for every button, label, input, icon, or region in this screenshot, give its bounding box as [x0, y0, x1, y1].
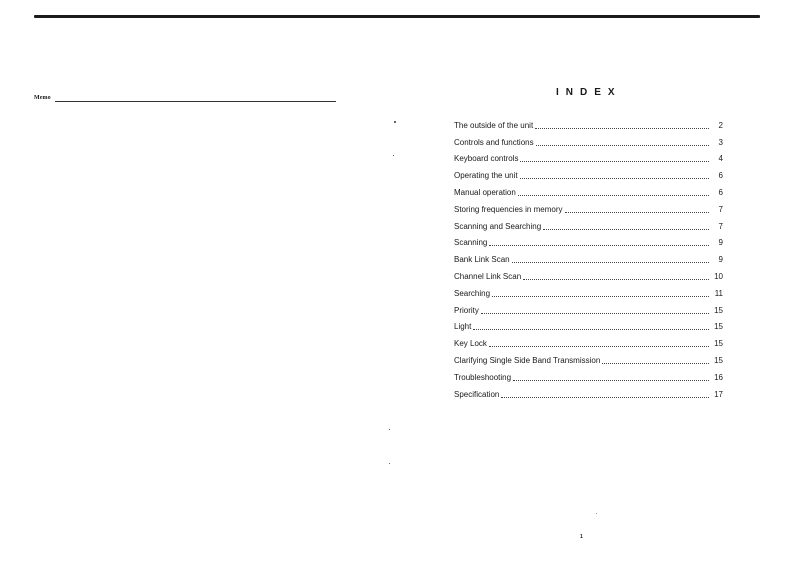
dot-leader	[513, 380, 709, 381]
index-entry-page: 11	[714, 288, 723, 298]
index-entry-title: Scanning	[454, 238, 488, 248]
dot-leader	[512, 262, 709, 263]
index-entry-page: 9	[718, 255, 723, 265]
dot-leader	[520, 161, 709, 162]
page-number: 1	[580, 534, 583, 540]
index-entry-title: The outside of the unit	[454, 120, 534, 130]
index-entry-title: Specification	[454, 389, 500, 399]
index-entry-page: 2	[718, 120, 723, 130]
index-entry-page: 6	[718, 171, 723, 181]
index-entry-page: 7	[718, 204, 723, 214]
index-entry	[454, 366, 723, 383]
dot-leader	[492, 296, 709, 297]
dot-leader	[518, 195, 709, 196]
index-entry-title: Searching	[454, 288, 491, 298]
index-entry-page: 15	[714, 339, 723, 349]
index-entry-page: 15	[714, 305, 723, 315]
index-entry	[454, 349, 723, 366]
index-entry-title: Light	[454, 322, 472, 332]
dot-leader	[473, 329, 709, 330]
dot-leader	[481, 313, 709, 314]
index-entry-page: 10	[714, 271, 723, 281]
scan-speck	[394, 121, 396, 123]
index-entry	[454, 332, 723, 349]
index-title: INDEX	[556, 87, 622, 98]
dot-leader	[523, 279, 709, 280]
left-page	[34, 18, 384, 538]
dot-leader	[501, 397, 709, 398]
index-entry-page: 4	[718, 154, 723, 164]
index-entry-title: Bank Link Scan	[454, 255, 510, 265]
scan-speck	[596, 513, 597, 514]
index-entry-title: Manual operation	[454, 187, 516, 197]
index-entry-title: Storing frequencies in memory	[454, 204, 563, 214]
index-entry	[454, 131, 723, 148]
scan-speck	[393, 155, 394, 156]
index-entry-page: 6	[718, 187, 723, 197]
index-entry-title: Clarifying Single Side Band Transmission	[454, 355, 601, 365]
index-entry-title: Priority	[454, 305, 479, 315]
index-entry-title: Scanning and Searching	[454, 221, 542, 231]
index-entry-title: Key Lock	[454, 339, 487, 349]
dot-leader	[602, 363, 709, 364]
dot-leader	[565, 212, 710, 213]
dot-leader	[535, 128, 709, 129]
index-list	[454, 114, 723, 400]
index-entry-title: Troubleshooting	[454, 372, 512, 382]
memo-writing-line	[55, 101, 336, 102]
dot-leader	[543, 229, 709, 230]
index-entry-page: 3	[718, 137, 723, 147]
index-entry-page: 15	[714, 355, 723, 365]
index-entry	[454, 114, 723, 131]
index-entry	[454, 198, 723, 215]
index-entry-title: Keyboard controls	[454, 154, 519, 164]
index-entry-title: Operating the unit	[454, 171, 518, 181]
dot-leader	[536, 145, 709, 146]
index-entry	[454, 316, 723, 333]
dot-leader	[489, 346, 709, 347]
index-entry-title: Channel Link Scan	[454, 271, 522, 281]
index-entry	[454, 248, 723, 265]
index-entry-page: 17	[714, 389, 723, 399]
dot-leader	[489, 245, 709, 246]
index-entry-page: 9	[718, 238, 723, 248]
index-entry	[454, 265, 723, 282]
index-entry-page: 7	[718, 221, 723, 231]
index-entry-title: Controls and functions	[454, 137, 534, 147]
index-entry	[454, 299, 723, 316]
index-entry	[454, 383, 723, 400]
dot-leader	[520, 178, 709, 179]
index-entry	[454, 232, 723, 249]
index-entry	[454, 181, 723, 198]
index-entry	[454, 215, 723, 232]
index-entry	[454, 282, 723, 299]
index-entry	[454, 148, 723, 165]
index-entry-page: 16	[714, 372, 723, 382]
index-entry	[454, 164, 723, 181]
scan-speck	[389, 463, 390, 464]
index-entry-page: 15	[714, 322, 723, 332]
scan-speck	[389, 429, 390, 430]
memo-label: Memo	[34, 95, 51, 101]
